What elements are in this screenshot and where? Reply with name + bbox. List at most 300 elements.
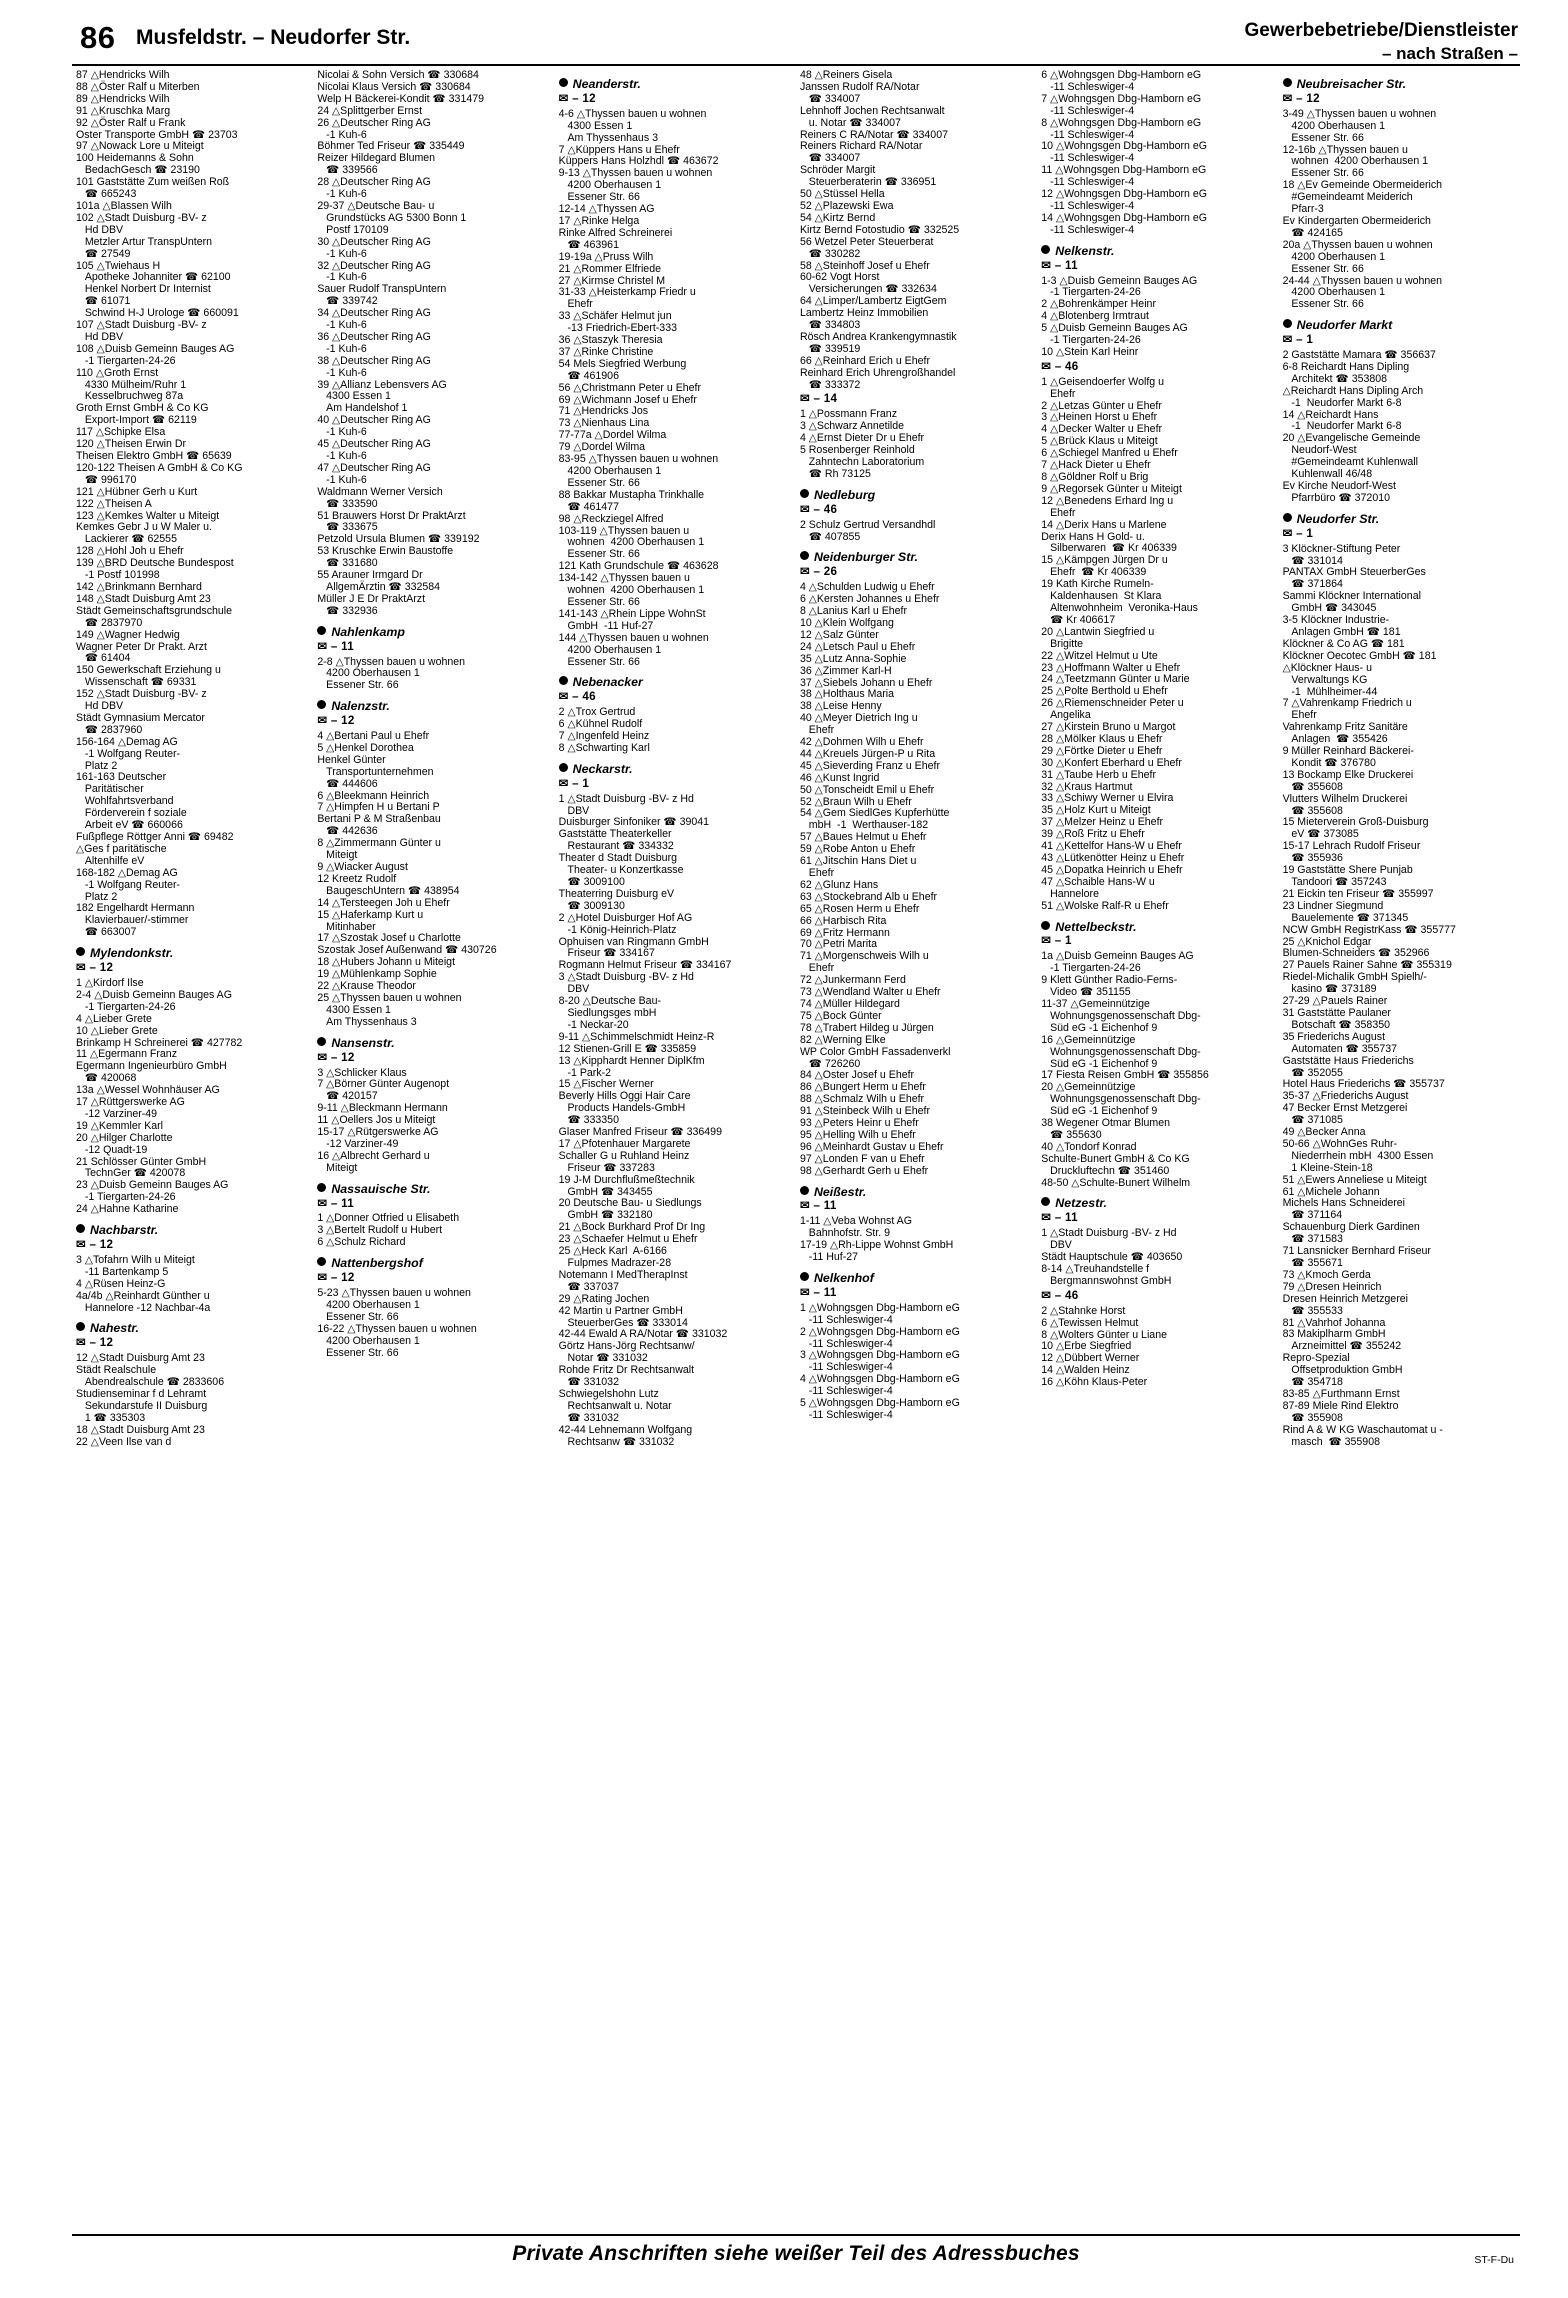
entry-line: Süd eG -1 Eichenhof 9 — [1041, 1021, 1158, 1034]
entry-line: Silberwaren ☎ Kr 406339 — [1041, 542, 1177, 555]
entry-line: -1 Wolfgang Reuter- — [76, 878, 181, 891]
entry-line: eV ☎ 373085 — [1282, 828, 1359, 841]
entry-line: Böhmer Ted Friseur ☎ 335449 — [317, 140, 465, 153]
entry-line: 7 △Ingenfeld Heinz — [558, 730, 650, 743]
entry-group — [559, 707, 788, 755]
entry-line: Städt Gymnasium Mercator — [76, 711, 205, 724]
entry-line: ☎ 61071 — [76, 295, 131, 308]
entry-line: 2 Gaststätte Mamara ☎ 356637 — [1282, 349, 1436, 362]
entry-line: ☎ 420157 — [317, 1090, 378, 1103]
entry-line: Lehnhoff Jochen Rechtsanwalt — [799, 104, 945, 117]
entry-line: 50 △Stüssel Hella — [799, 188, 885, 201]
entry-line: BedachGesch ☎ 23190 — [76, 164, 200, 177]
entry-line: 61 △Michele Johann — [1282, 1185, 1380, 1198]
entry-line: 92 △Öster Ralf u Frank — [76, 116, 186, 129]
entry-line: 24 △Teetzmann Günter u Marie — [1041, 673, 1190, 686]
entry-line: 117 △Schipke Elsa — [76, 426, 166, 439]
entry-line: 54 Mels Siegfried Werbung — [558, 357, 687, 370]
street-heading — [1283, 320, 1512, 332]
entry-line: -1 Park-2 — [558, 1066, 612, 1079]
entry-line: 82 △Werning Elke — [799, 1033, 886, 1046]
entry-line: Bahnhofstr. Str. 9 — [799, 1227, 891, 1240]
entry-line: 16 △Köhn Klaus-Peter — [1041, 1376, 1148, 1389]
street-name: Nebenacker — [572, 675, 643, 690]
entry-line: Hd DBV — [76, 330, 124, 343]
entry-line: Essener Str. 66 — [558, 191, 640, 204]
entry-line: 3 △Wohngsgen Dbg-Hamborn eG — [799, 1349, 960, 1362]
entry-line: 168-182 △Demag AG — [76, 866, 178, 879]
entry-line: 6 △Kühnel Rudolf — [558, 718, 643, 731]
entry-line: Klöckner & Co AG ☎ 181 — [1282, 637, 1405, 650]
entry-line: 17 △Rinke Helga — [558, 214, 640, 227]
entry-line: -12 Quadt-19 — [76, 1143, 148, 1156]
entry-line: 3-5 Klöckner Industrie- — [1282, 614, 1390, 627]
entry-group — [317, 657, 546, 693]
entry-line: -1 Tiergarten-24-26 — [76, 354, 176, 367]
entry-line: 156-164 △Demag AG — [76, 735, 178, 748]
entry-line: Welp H Bäckerei-Kondit ☎ 331479 — [317, 92, 485, 105]
entry-line: Transportunternehmen — [317, 765, 434, 778]
entry-line: 37 △Rinke Christine — [558, 345, 654, 358]
entry-line: 101 Gaststätte Zum weißen Roß — [76, 176, 230, 189]
entry-line: Essener Str. 66 — [317, 1346, 399, 1359]
entry-line: 28 △Deutscher Ring AG — [317, 176, 431, 189]
entry-line: ☎ 333675 — [317, 521, 378, 534]
entry-line: 6 △Schulz Richard — [317, 1236, 406, 1249]
entry-line: 88 △Schmalz Wilh u Ehefr — [799, 1093, 925, 1106]
street-heading — [317, 624, 546, 639]
street-heading — [1041, 1198, 1270, 1210]
entry-line: 47 Becker Ernst Metzgerei — [1282, 1102, 1408, 1115]
entry-line: Essener Str. 66 — [558, 548, 640, 561]
street-name: Neubreisacher Str. — [1296, 77, 1407, 91]
entry-line: 8 △Göldner Rolf u Brig — [1041, 471, 1149, 483]
entry-line: Steuerberaterin ☎ 336951 — [799, 176, 937, 189]
page-footer — [72, 2234, 1520, 2266]
entry-line: 34 △Deutscher Ring AG — [317, 307, 431, 320]
entry-line: NCW GmbH RegistrKass ☎ 355777 — [1282, 923, 1456, 936]
entry-line: Am Thyssenhaus 3 — [558, 131, 658, 144]
entry-line: ☎ 461906 — [558, 369, 619, 382]
entry-line: 4200 Oberhausen 1 — [317, 1334, 420, 1347]
entry-line: Schwiegelshohn Lutz — [558, 1387, 659, 1400]
entry-line: 8 △Zimmermann Günter u — [317, 837, 441, 850]
entry-line: 15-17 Lehrach Rudolf Friseur — [1282, 840, 1421, 853]
entry-line: Theaterring Duisburg eV — [558, 887, 675, 900]
entry-line: Fulpmes Madrazer-28 — [558, 1257, 672, 1269]
entry-line: Friseur ☎ 334167 — [558, 947, 655, 960]
entry-line: 3 △Stadt Duisburg -BV- z Hd — [558, 971, 694, 984]
entry-line: 148 △Stadt Duisburg Amt 23 — [76, 592, 211, 605]
entry-line: Abendrealschule ☎ 2833606 — [76, 1376, 225, 1389]
entry-line: 32 △Deutscher Ring AG — [317, 259, 431, 272]
postal-code-line: ✉ – 1 — [1282, 333, 1314, 347]
entry-line: 22 △Veen Ilse van d — [76, 1435, 172, 1448]
entry-line: GmbH ☎ 343045 — [1282, 602, 1377, 615]
entry-line: 37 △Melzer Heinz u Ehefr — [1041, 816, 1164, 829]
bullet-icon — [1041, 1197, 1050, 1206]
bullet-icon — [76, 1322, 85, 1331]
entry-line: ☎ 339519 — [799, 342, 861, 355]
entry-line: 1-3 △Duisb Gemeinn Bauges AG — [1041, 274, 1198, 287]
entry-line: 20 △Hilger Charlotte — [76, 1131, 173, 1144]
entry-line: 1 △Kirdorf Ilse — [76, 976, 144, 989]
entry-line: Hd DBV — [76, 223, 124, 236]
entry-line: 54 △Gem SiedlGes Kupferhütte — [799, 807, 950, 820]
entry-group — [76, 70, 305, 939]
postal-code-line: ✉ – 14 — [799, 392, 838, 406]
entry-line: 102 △Stadt Duisburg -BV- z — [76, 211, 207, 224]
entry-line: ☎ 333350 — [558, 1114, 619, 1127]
street-name: Nahlenkamp — [331, 624, 405, 639]
street-heading — [317, 1181, 546, 1196]
entry-group — [317, 1213, 546, 1249]
entry-line: 73 △Nienhaus Lina — [558, 417, 650, 430]
entry-line: Vlutters Wilhelm Druckerei — [1282, 792, 1408, 805]
entry-line: 5-23 △Thyssen bauen u wohnen — [317, 1287, 471, 1299]
entry-line: 24 △Splittgerber Ernst — [317, 104, 423, 117]
entry-line: 88 △Öster Ralf u Miterben — [76, 80, 200, 93]
entry-line: 3 △Heinen Horst u Ehefr — [1041, 411, 1158, 424]
bullet-icon — [317, 626, 326, 635]
entry-line: Rechtsanw ☎ 331032 — [558, 1435, 675, 1448]
street-heading — [800, 487, 1029, 502]
entry-line: 7 △Himpfen H u Bertani P — [317, 801, 440, 814]
street-heading — [800, 552, 1029, 564]
entry-line: ☎ 461477 — [558, 500, 619, 513]
entry-line: 9-11 △Bleckmann Hermann — [317, 1102, 448, 1115]
street-heading — [800, 1273, 1029, 1285]
entry-line: 20 △Lantwin Siegfried u — [1041, 625, 1155, 638]
entry-line: 55 Arauner Irmgard Dr — [317, 569, 423, 582]
entry-line: ☎ 352055 — [1282, 1066, 1343, 1079]
street-heading — [1041, 919, 1270, 934]
entry-line: ☎ 355533 — [1282, 1304, 1343, 1317]
entry-line: Ehefr — [558, 298, 593, 311]
entry-line: 29 △Rating Jochen — [558, 1292, 650, 1305]
entry-line: Wissenschaft ☎ 69331 — [76, 676, 197, 689]
entry-line: 79 △Dordel Wilma — [558, 441, 646, 454]
entry-line: Reiners Richard RA/Notar — [799, 140, 923, 153]
entry-line: ☎ 332936 — [317, 604, 378, 617]
postal-code-line: ✉ – 12 — [317, 1271, 355, 1285]
entry-line: Altenhilfe eV — [76, 854, 145, 867]
entry-group — [1041, 276, 1270, 359]
entry-line: 97 △Londen F van u Ehefr — [799, 1152, 925, 1165]
entry-line: 71 △Hendricks Jos — [558, 405, 649, 418]
street-name: Netzestr. — [1055, 1196, 1107, 1211]
street-name: Neidenburger Str. — [813, 550, 918, 565]
entry-line: 4 △Rüsen Heinz-G — [76, 1277, 166, 1290]
entry-line: 134-142 △Thyssen bauen u — [558, 572, 690, 585]
entry-line: SteuerberGes ☎ 333014 — [558, 1316, 688, 1329]
entry-line: Products Handels-GmbH — [558, 1102, 686, 1115]
entry-group — [800, 1303, 1029, 1422]
street-name: Nattenbergshof — [331, 1256, 423, 1271]
entry-line: 120-122 Theisen A GmbH & Co KG — [76, 461, 243, 474]
directory-column — [1279, 70, 1520, 2226]
street-name: Nelkenstr. — [1055, 243, 1115, 258]
entry-line: Sauer Rudolf TranspUntern — [317, 283, 447, 296]
street-name: Nahestr. — [90, 1321, 139, 1336]
entry-line: 10 △Klein Wolfgang — [799, 616, 894, 629]
entry-line: 66 △Reinhard Erich u Ehefr — [799, 354, 930, 367]
entry-line: 121 Kath Grundschule ☎ 463628 — [558, 560, 719, 573]
entry-line: 24 △Letsch Paul u Ehefr — [799, 640, 916, 653]
entry-line: 4-6 △Thyssen bauen u wohnen — [558, 107, 707, 120]
entry-line: ☎ 663007 — [76, 926, 137, 939]
entry-line: 7 △Hack Dieter u Ehefr — [1041, 459, 1151, 472]
entry-line: 17 △Szostak Josef u Charlotte — [317, 932, 461, 945]
entry-line: 38 △Holthaus Maria — [799, 688, 895, 701]
entry-line: Theater- u Konzertkasse — [558, 864, 684, 877]
entry-line: Dresen Heinrich Metzgerei — [1282, 1292, 1408, 1305]
entry-line: Botschaft ☎ 358350 — [1282, 1018, 1391, 1031]
entry-line: 4200 Oberhausen 1 — [317, 667, 420, 680]
entry-line: GmbH -11 Huf-27 — [558, 619, 654, 632]
entry-line: 12 △Dübbert Werner — [1041, 1352, 1140, 1365]
entry-line: Reinhard Erich Uhrengroßhandel — [799, 366, 956, 379]
entry-line: Oster Transporte GmbH ☎ 23703 — [76, 128, 238, 141]
entry-group — [800, 409, 1029, 480]
entry-line: ☎ 334007 — [799, 152, 861, 165]
entry-line: 15 △Kämpgen Jürgen Dr u — [1041, 554, 1168, 567]
entry-line: Siedlungsges mbH — [558, 1006, 657, 1019]
entry-line: Schauenburg Dierk Gardinen — [1282, 1221, 1420, 1234]
entry-line: 10 △Lieber Grete — [76, 1024, 158, 1037]
bullet-icon — [800, 551, 809, 560]
entry-line: 28 △Mölker Klaus u Ehefr — [1041, 732, 1163, 745]
entry-line: ☎ 333590 — [317, 497, 378, 510]
entry-line: 18 △Ev Gemeinde Obermeiderich — [1282, 179, 1443, 192]
entry-line: 14 △Reichardt Hans — [1282, 408, 1379, 421]
entry-line: Henkel Norbert Dr Internist — [76, 283, 211, 296]
entry-line: 20 △Evangelische Gemeinde — [1282, 432, 1421, 445]
entry-line: 11 △Oellers Jos u Miteigt — [317, 1114, 436, 1127]
entry-line: ☎ 996170 — [76, 473, 137, 486]
entry-line: 51 △Ewers Anneliese u Miteigt — [1282, 1173, 1427, 1186]
street-heading — [317, 1035, 546, 1050]
street-name: Neanderstr. — [572, 77, 641, 91]
entry-line: 36 △Deutscher Ring AG — [317, 330, 431, 343]
entry-line: 54 △Kirtz Bernd — [799, 211, 876, 224]
entry-line: 13a △Wessel Wohnhäuser AG — [76, 1084, 220, 1097]
entry-line: Notemann I MedTherapInst — [558, 1268, 688, 1281]
entry-line: ☎ 331032 — [558, 1376, 619, 1389]
entry-line: Rinke Alfred Schreinerei — [558, 226, 673, 239]
entry-line: Arzneimittel ☎ 355242 — [1282, 1340, 1402, 1353]
street-heading — [1283, 79, 1512, 91]
entry-line: 47 △Deutscher Ring AG — [317, 461, 431, 474]
entry-line: 69 △Wichmann Josef u Ehefr — [558, 393, 697, 406]
entry-line: -1 Kuh-6 — [317, 426, 367, 439]
entry-line: 61 △Jitschin Hans Diet u — [799, 855, 917, 868]
entry-line: Notar ☎ 331032 — [558, 1352, 648, 1365]
entry-line: 43 △Lütkenötter Heinz u Ehefr — [1041, 852, 1185, 864]
entry-line: wohnen 4200 Oberhausen 1 — [558, 536, 705, 549]
entry-line: ☎ 330282 — [799, 247, 861, 260]
entry-line: ☎ 424165 — [1282, 226, 1343, 239]
entry-line: Gaststätte Theaterkeller — [558, 828, 672, 841]
entry-group — [317, 731, 546, 1029]
entry-line: 24 △Hahne Katharine — [76, 1203, 179, 1216]
entry-line: Anlagen GmbH ☎ 181 — [1282, 625, 1401, 638]
entry-line: Architekt ☎ 353808 — [1282, 372, 1388, 385]
entry-line: 19 △Mühlenkamp Sophie — [317, 968, 437, 981]
entry-line: 5 Rosenberger Reinhold — [799, 444, 915, 457]
entry-line: 150 Gewerkschaft Erziehung u — [76, 664, 221, 677]
entry-line: 26 △Deutscher Ring AG — [317, 116, 431, 129]
entry-line: 88 Bakkar Mustapha Trinkhalle — [558, 488, 705, 501]
entry-line: ☎ 355908 — [1282, 1411, 1343, 1424]
entry-line: 39 △Roß Fritz u Ehefr — [1041, 828, 1145, 841]
entry-line: 51 △Wolske Ralf-R u Ehefr — [1041, 899, 1169, 912]
entry-line: Förderverein f soziale — [76, 807, 187, 820]
entry-line: Brigitte — [1041, 637, 1084, 650]
bullet-icon — [317, 700, 326, 709]
entry-line: 19-19a △Pruss Wilh — [558, 250, 654, 263]
entry-line: 50-66 △WohnGes Ruhr- — [1282, 1137, 1398, 1150]
entry-line: 141-143 △Rhein Lippe WohnSt — [558, 607, 706, 620]
street-name: Nassauische Str. — [331, 1181, 431, 1196]
entry-line: 91 △Kruschka Marg — [76, 104, 171, 117]
entry-line: 122 △Theisen A — [76, 497, 152, 510]
entry-line: 2-4 △Duisb Gemeinn Bauges AG — [76, 988, 232, 1001]
entry-line: Ev Kirche Neudorf-West — [1282, 480, 1396, 492]
entry-line: -1 Wolfgang Reuter- — [76, 747, 181, 760]
entry-line: 4 △Lieber Grete — [76, 1012, 152, 1025]
entry-group — [76, 978, 305, 1216]
entry-line: -1 Tiergarten-24-26 — [1041, 334, 1141, 347]
entry-line: 7 △Küppers Hans u Ehefr — [558, 143, 680, 156]
entry-line: ☎ 331014 — [1282, 554, 1343, 567]
entry-line: 8-14 △Treuhandstelle f — [1041, 1263, 1150, 1275]
entry-line: Theater d Stadt Duisburg — [558, 852, 677, 865]
entry-line: 6 △Wohngsgen Dbg-Hamborn eG — [1041, 69, 1202, 81]
postal-code-line: ✉ – 46 — [1041, 1288, 1079, 1302]
bullet-icon — [559, 676, 568, 685]
entry-line: Städt Gemeinschaftsgrundschule — [76, 604, 233, 617]
entry-line: △Klöckner Haus- u — [1282, 661, 1372, 674]
street-name: Nettelbeckstr. — [1055, 919, 1137, 934]
entry-line: Essener Str. 66 — [558, 655, 640, 668]
entry-line: 17-19 △Rh-Lippe Wohnst GmbH — [799, 1239, 954, 1252]
entry-line: 21 Schlösser Günter GmbH — [76, 1155, 207, 1168]
entry-line: 24-44 △Thyssen bauen u wohnen — [1282, 274, 1443, 287]
entry-line: -11 Schleswiger-4 — [1041, 128, 1135, 141]
entry-line: ☎ 3009130 — [558, 899, 625, 912]
entry-line: Ehefr — [799, 724, 835, 737]
entry-line: Gaststätte Haus Friederichs — [1282, 1054, 1414, 1067]
postal-code-line: ✉ – 1 — [1282, 526, 1314, 540]
postal-code-line: ✉ – 1 — [558, 776, 590, 790]
entry-line: -11 Schleswiger-4 — [1041, 80, 1135, 93]
entry-line: ☎ 371164 — [1282, 1209, 1343, 1222]
entry-line: 26 △Riemenschneider Peter u — [1041, 697, 1184, 710]
entry-line: ☎ 339566 — [317, 164, 378, 177]
entry-line: Sekundarstufe II Duisburg — [76, 1399, 208, 1412]
directory-column — [1037, 70, 1278, 2226]
entry-line: ☎ 355608 — [1282, 804, 1343, 817]
entry-line: 11 △Wohngsgen Dbg-Hamborn eG — [1041, 164, 1207, 177]
entry-line: Lambertz Heinz Immobilien — [799, 307, 929, 320]
entry-line: 120 △Theisen Erwin Dr — [76, 438, 187, 451]
entry-line: 2 △Stahnke Horst — [1041, 1304, 1126, 1317]
entry-line: BaugeschUntern ☎ 438954 — [317, 884, 460, 897]
entry-line: 27 Pauels Rainer Sahne ☎ 355319 — [1282, 959, 1452, 972]
entry-group — [1041, 377, 1270, 913]
entry-line: 4330 Mülheim/Ruhr 1 — [76, 378, 187, 391]
entry-line: 79 △Dresen Heinrich — [1282, 1280, 1382, 1293]
entry-line: 16-22 △Thyssen bauen u wohnen — [317, 1322, 477, 1335]
bullet-icon — [559, 763, 568, 772]
entry-line: -1 König-Heinrich-Platz — [558, 923, 677, 936]
street-name: Mylendonkstr. — [90, 946, 174, 961]
street-heading — [317, 701, 546, 713]
entry-line: 23 △Hoffmann Walter u Ehefr — [1041, 661, 1181, 674]
entry-line: -1 Tiergarten-24-26 — [76, 1191, 176, 1204]
entry-line: Städt Hauptschule ☎ 403650 — [1041, 1251, 1183, 1264]
entry-group — [800, 582, 1029, 1177]
entry-line: Ehefr — [1041, 387, 1076, 400]
street-heading — [317, 1258, 546, 1270]
entry-line: Kaldenhausen St Klara — [1041, 590, 1162, 603]
entry-line: Platz 2 — [76, 890, 118, 903]
entry-line: 3 △Schwarz Annetilde — [799, 420, 905, 433]
entry-line: Essener Str. 66 — [558, 476, 640, 489]
entry-line: 9-13 △Thyssen bauen u wohnen — [558, 167, 713, 180]
entry-line: 4200 Oberhausen 1 — [317, 1298, 420, 1311]
postal-code-line: ✉ – 12 — [1282, 91, 1320, 105]
entry-line: Süd eG -1 Eichenhof 9 — [1041, 1105, 1158, 1118]
entry-line: 20 Deutsche Bau- u Siedlungs — [558, 1197, 702, 1210]
street-heading — [800, 1184, 1029, 1199]
entry-line: 1 Kleine-Stein-18 — [1282, 1161, 1373, 1174]
entry-line: Blumen-Schneiders ☎ 352966 — [1282, 947, 1430, 960]
entry-line: ☎ 334007 — [799, 92, 861, 105]
entry-line: ☎ 333372 — [799, 378, 861, 391]
running-head-title — [1245, 20, 1519, 64]
entry-line: 74 △Müller Hildegard — [799, 997, 900, 1010]
entry-line: wohnen 4200 Oberhausen 1 — [1282, 155, 1429, 168]
postal-code-line: ✉ – 12 — [317, 1050, 355, 1064]
entry-line: 83 Makiplharm GmbH — [1282, 1328, 1386, 1341]
entry-line: Anlagen ☎ 355426 — [1282, 733, 1388, 746]
bullet-icon — [317, 1257, 326, 1266]
postal-code-line: ✉ – 46 — [799, 502, 838, 516]
entry-line: -11 Schleswiger-4 — [799, 1313, 893, 1326]
entry-line: WP Color GmbH Fassadenverkl — [799, 1045, 951, 1058]
entry-line: ☎ 27549 — [76, 247, 131, 260]
entry-line: 4200 Oberhausen 1 — [558, 643, 662, 656]
entry-line: 4 △Bertani Paul u Ehefr — [317, 730, 430, 743]
running-head-title-line1: Gewerbebetriebe/Dienstleister — [1244, 20, 1518, 41]
street-heading — [76, 1323, 305, 1335]
entry-line: 42 Martin u Partner GmbH — [558, 1304, 683, 1317]
entry-line: ☎ 331680 — [317, 557, 378, 570]
postal-code-line: ✉ – 46 — [558, 690, 596, 704]
entry-line: Video ☎ 351155 — [1041, 986, 1131, 999]
entry-line: Essener Str. 66 — [317, 1310, 399, 1323]
entry-line: Wagner Peter Dr Prakt. Arzt — [76, 640, 207, 653]
entry-line: 10 △Erbe Siegfried — [1041, 1340, 1132, 1353]
entry-line: Essener Str. 66 — [1282, 167, 1364, 180]
entry-line: Automaten ☎ 355737 — [1282, 1042, 1398, 1055]
street-name: Neckarstr. — [572, 761, 633, 776]
entry-line: Neudorf-West — [1282, 444, 1357, 457]
entry-line: 52 △Braun Wilh u Ehefr — [799, 795, 912, 808]
postal-code-line: ✉ – 26 — [799, 565, 838, 579]
